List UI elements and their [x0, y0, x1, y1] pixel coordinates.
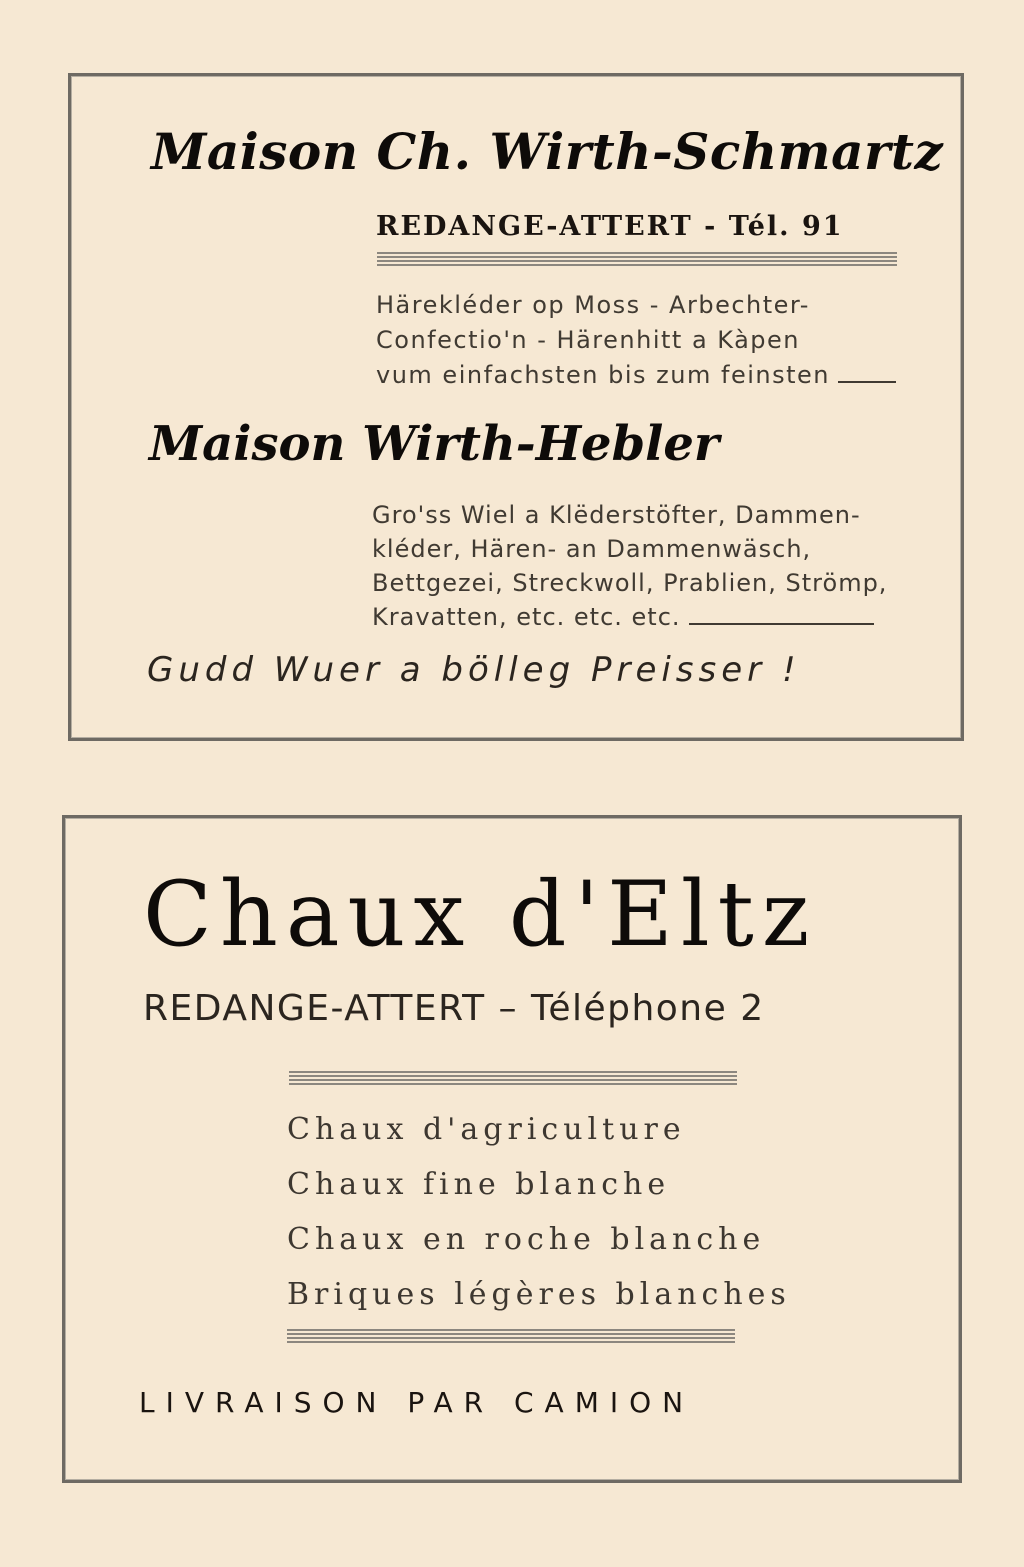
ad-delivery: LIVRAISON PAR CAMION [139, 1386, 695, 1419]
divider [287, 1329, 735, 1343]
ad-description [372, 498, 887, 634]
description-line: Kravatten, etc. etc. etc. [372, 600, 887, 634]
description-line: vum einfachsten bis zum feinsten [376, 358, 896, 393]
product-item: Chaux fine blanche [287, 1167, 671, 1202]
description-line: Härekléder op Moss - Arbechter- [376, 291, 810, 319]
ad-title: Maison Ch. Wirth-Schmartz [151, 122, 944, 181]
ad-address: REDANGE-ATTERT – Téléphone 2 [143, 988, 765, 1029]
product-item: Chaux d'agriculture [287, 1112, 686, 1147]
product-item: Chaux en roche blanche [287, 1222, 766, 1257]
description-line: Gro'ss Wiel a Klëderstöfter, Dammen- [372, 501, 861, 529]
divider [289, 1071, 737, 1085]
ad-description [376, 288, 896, 393]
description-line: kléder, Hären- an Dammenwäsch, [372, 535, 812, 563]
product-list [287, 1102, 791, 1322]
description-line: Confectio'n - Härenhitt a Kàpen [376, 326, 801, 354]
ad-chaux [62, 815, 962, 1483]
ad-address: REDANGE-ATTERT - Tél. 91 [376, 211, 844, 242]
divider [377, 252, 897, 266]
ad-subtitle: Maison Wirth-Hebler [149, 416, 720, 472]
product-item: Briques légères blanches [287, 1277, 791, 1312]
ad-title: Chaux d'Eltz [143, 862, 818, 967]
ad-tagline: Gudd Wuer a bölleg Preisser ! [147, 650, 801, 690]
description-line: Bettgezei, Streckwoll, Prablien, Strömp, [372, 569, 888, 597]
ad-wirth [68, 73, 964, 741]
